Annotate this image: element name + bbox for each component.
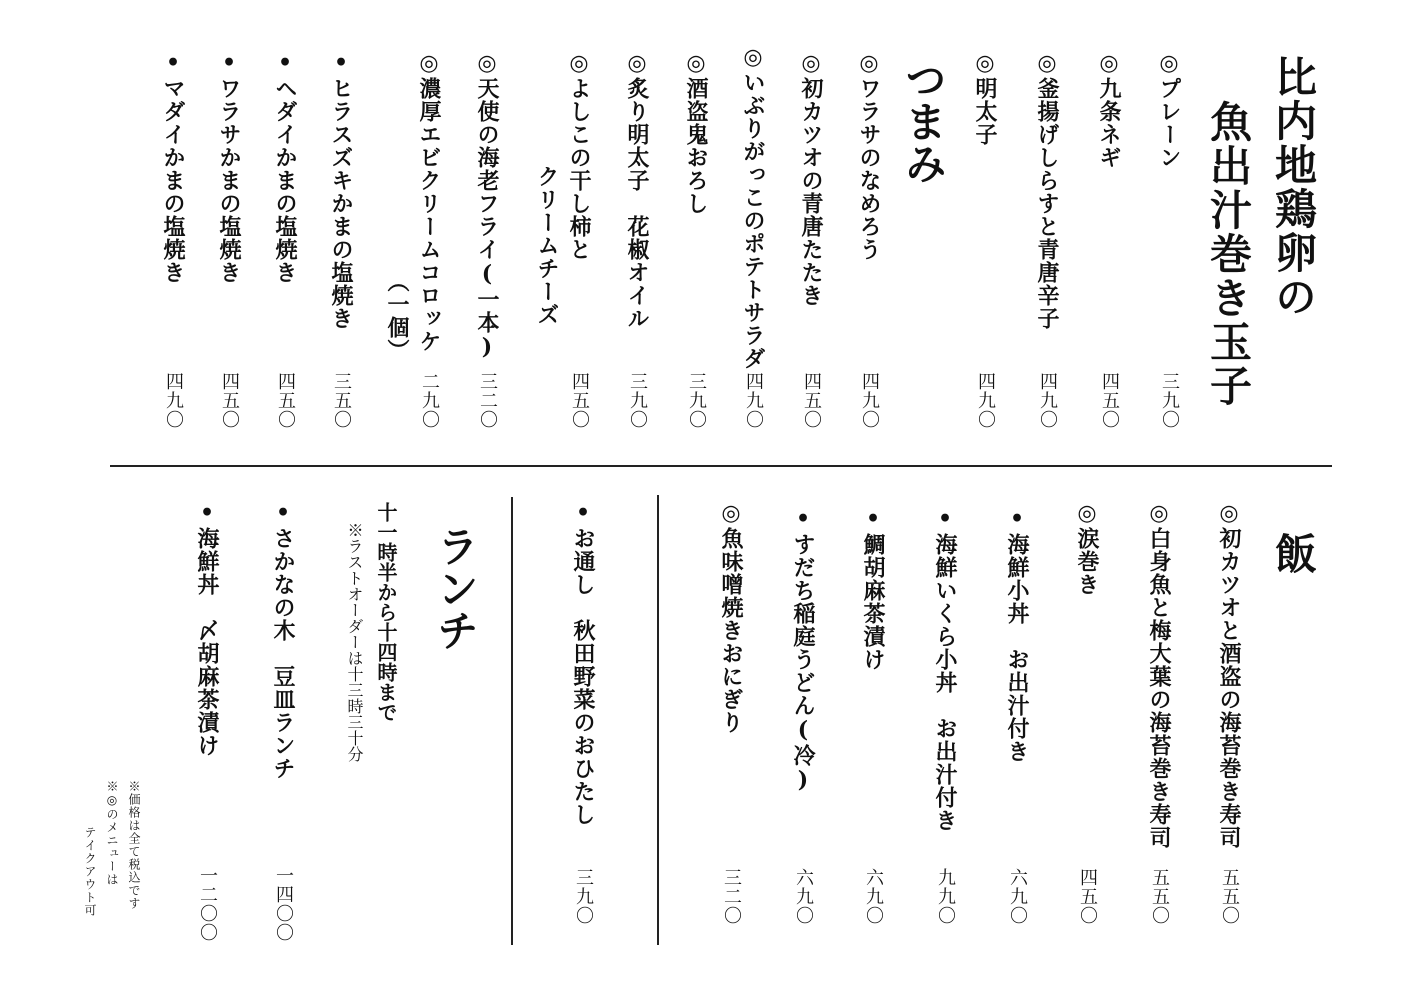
meshi-item: ◎初カツオと酒盗の海苔巻き寿司 bbox=[1216, 500, 1242, 849]
tsumami-price: 二九〇 bbox=[419, 372, 440, 429]
meshi-item: •海鮮小丼 お出汁付き bbox=[1004, 506, 1030, 763]
note-takeout-line1: ※◎のメニューは bbox=[105, 780, 119, 886]
tsumami-item: ◎酒盗鬼おろし bbox=[683, 50, 709, 215]
lunch-price: 一二〇〇 bbox=[197, 866, 218, 942]
tsumami-price: 四九〇 bbox=[859, 372, 880, 429]
note-takeout-line2: テイクアウト可 bbox=[83, 826, 97, 917]
tamago-price-mentaiko: 四九〇 bbox=[975, 372, 996, 429]
tsumami-price: 三五〇 bbox=[331, 372, 352, 429]
tsumami-item: ◎ワラサのなめろう bbox=[856, 50, 882, 261]
tamago-item-plain: ◎プレーン bbox=[1156, 50, 1182, 169]
tsumami-price: 四五〇 bbox=[569, 372, 590, 429]
meshi-item: •海鮮いくら小丼 お出汁付き bbox=[932, 506, 958, 832]
tsumami-item: •マダイかまの塩焼き bbox=[160, 50, 186, 284]
meshi-price: 四五〇 bbox=[1077, 868, 1098, 925]
tsumami-price: 四五〇 bbox=[801, 372, 822, 429]
tamago-price-shirasu: 四九〇 bbox=[1037, 372, 1058, 429]
otoshi-price: 三九〇 bbox=[573, 868, 594, 925]
tsumami-item: ◎初カツオの青唐たたき bbox=[798, 50, 824, 307]
tsumami-price: 三九〇 bbox=[627, 372, 648, 429]
tamago-title-line1: 比内地鶏卵の bbox=[1269, 55, 1318, 319]
tsumami-item: ◎濃厚エビクリームコロッケ bbox=[416, 50, 442, 353]
tsumami-heading: つまみ bbox=[899, 58, 948, 184]
otoshi-item: •お通し 秋田野菜のおひたし bbox=[570, 500, 596, 826]
lunch-hours: 十一時半から十四時まで bbox=[374, 502, 398, 722]
meshi-price: 五五〇 bbox=[1149, 868, 1170, 925]
tamago-item-mentaiko: ◎明太子 bbox=[972, 50, 998, 146]
lunch-item: •さかなの木 豆皿ランチ bbox=[270, 500, 296, 780]
tamago-title-line2: 魚出汁巻き玉子 bbox=[1204, 100, 1253, 408]
meshi-item: ◎涙巻き bbox=[1074, 500, 1100, 596]
tsumami-price: 四五〇 bbox=[275, 372, 296, 429]
meshi-price: 三二〇 bbox=[721, 868, 742, 925]
tsumami-price: 三二〇 bbox=[477, 372, 498, 429]
tsumami-price: 四九〇 bbox=[163, 372, 184, 429]
tamago-item-shirasu: ◎釜揚げしらすと青唐辛子 bbox=[1034, 50, 1060, 330]
meshi-price: 六九〇 bbox=[793, 868, 814, 925]
tsumami-item-line2: クリームチーズ bbox=[534, 165, 560, 326]
section-divider-horizontal bbox=[110, 465, 1332, 467]
meshi-item: ◎白身魚と梅大葉の海苔巻き寿司 bbox=[1146, 500, 1172, 849]
note-tax: ※価格は全て税込です bbox=[127, 780, 141, 910]
lunch-last-order: ※ラストオーダーは十三時三十分 bbox=[345, 522, 364, 762]
lunch-price: 一四〇〇 bbox=[273, 866, 294, 942]
tsumami-item: ◎天使の海老フライ(一本) bbox=[474, 50, 500, 361]
meshi-heading: 飯 bbox=[1269, 532, 1318, 574]
tsumami-price: 四九〇 bbox=[743, 372, 764, 429]
tsumami-price: 四五〇 bbox=[219, 372, 240, 429]
tsumami-item: ◎よしこの干し柿と bbox=[566, 50, 592, 261]
section-divider-vertical bbox=[657, 495, 659, 945]
tsumami-item: •ワラサかまの塩焼き bbox=[216, 50, 242, 284]
section-divider-vertical bbox=[511, 497, 513, 945]
meshi-item: •すだち稲庭うどん(冷) bbox=[790, 506, 816, 794]
lunch-item: •海鮮丼 〆胡麻茶漬け bbox=[194, 500, 220, 757]
tamago-item-negi: ◎九条ネギ bbox=[1096, 50, 1122, 169]
meshi-price: 六九〇 bbox=[863, 868, 884, 925]
tsumami-price: 三九〇 bbox=[686, 372, 707, 429]
tsumami-item: ◎炙り明太子 花椒オイル bbox=[624, 50, 650, 330]
meshi-price: 五五〇 bbox=[1219, 868, 1240, 925]
meshi-price: 九九〇 bbox=[935, 868, 956, 925]
lunch-heading: ランチ bbox=[431, 525, 480, 651]
tamago-price-negi: 四五〇 bbox=[1099, 372, 1120, 429]
tsumami-item: ◎いぶりがっこのポテトサラダ bbox=[740, 44, 766, 370]
tsumami-item-line2: （一個） bbox=[384, 270, 410, 362]
tsumami-item: •ヒラスズキかまの塩焼き bbox=[328, 50, 354, 330]
meshi-price: 六九〇 bbox=[1007, 868, 1028, 925]
meshi-item: ◎魚味噌焼きおにぎり bbox=[718, 500, 744, 734]
tamago-price-plain: 三九〇 bbox=[1159, 372, 1180, 429]
meshi-item: •鯛胡麻茶漬け bbox=[860, 506, 886, 671]
tsumami-item: •ヘダイかまの塩焼き bbox=[272, 50, 298, 284]
